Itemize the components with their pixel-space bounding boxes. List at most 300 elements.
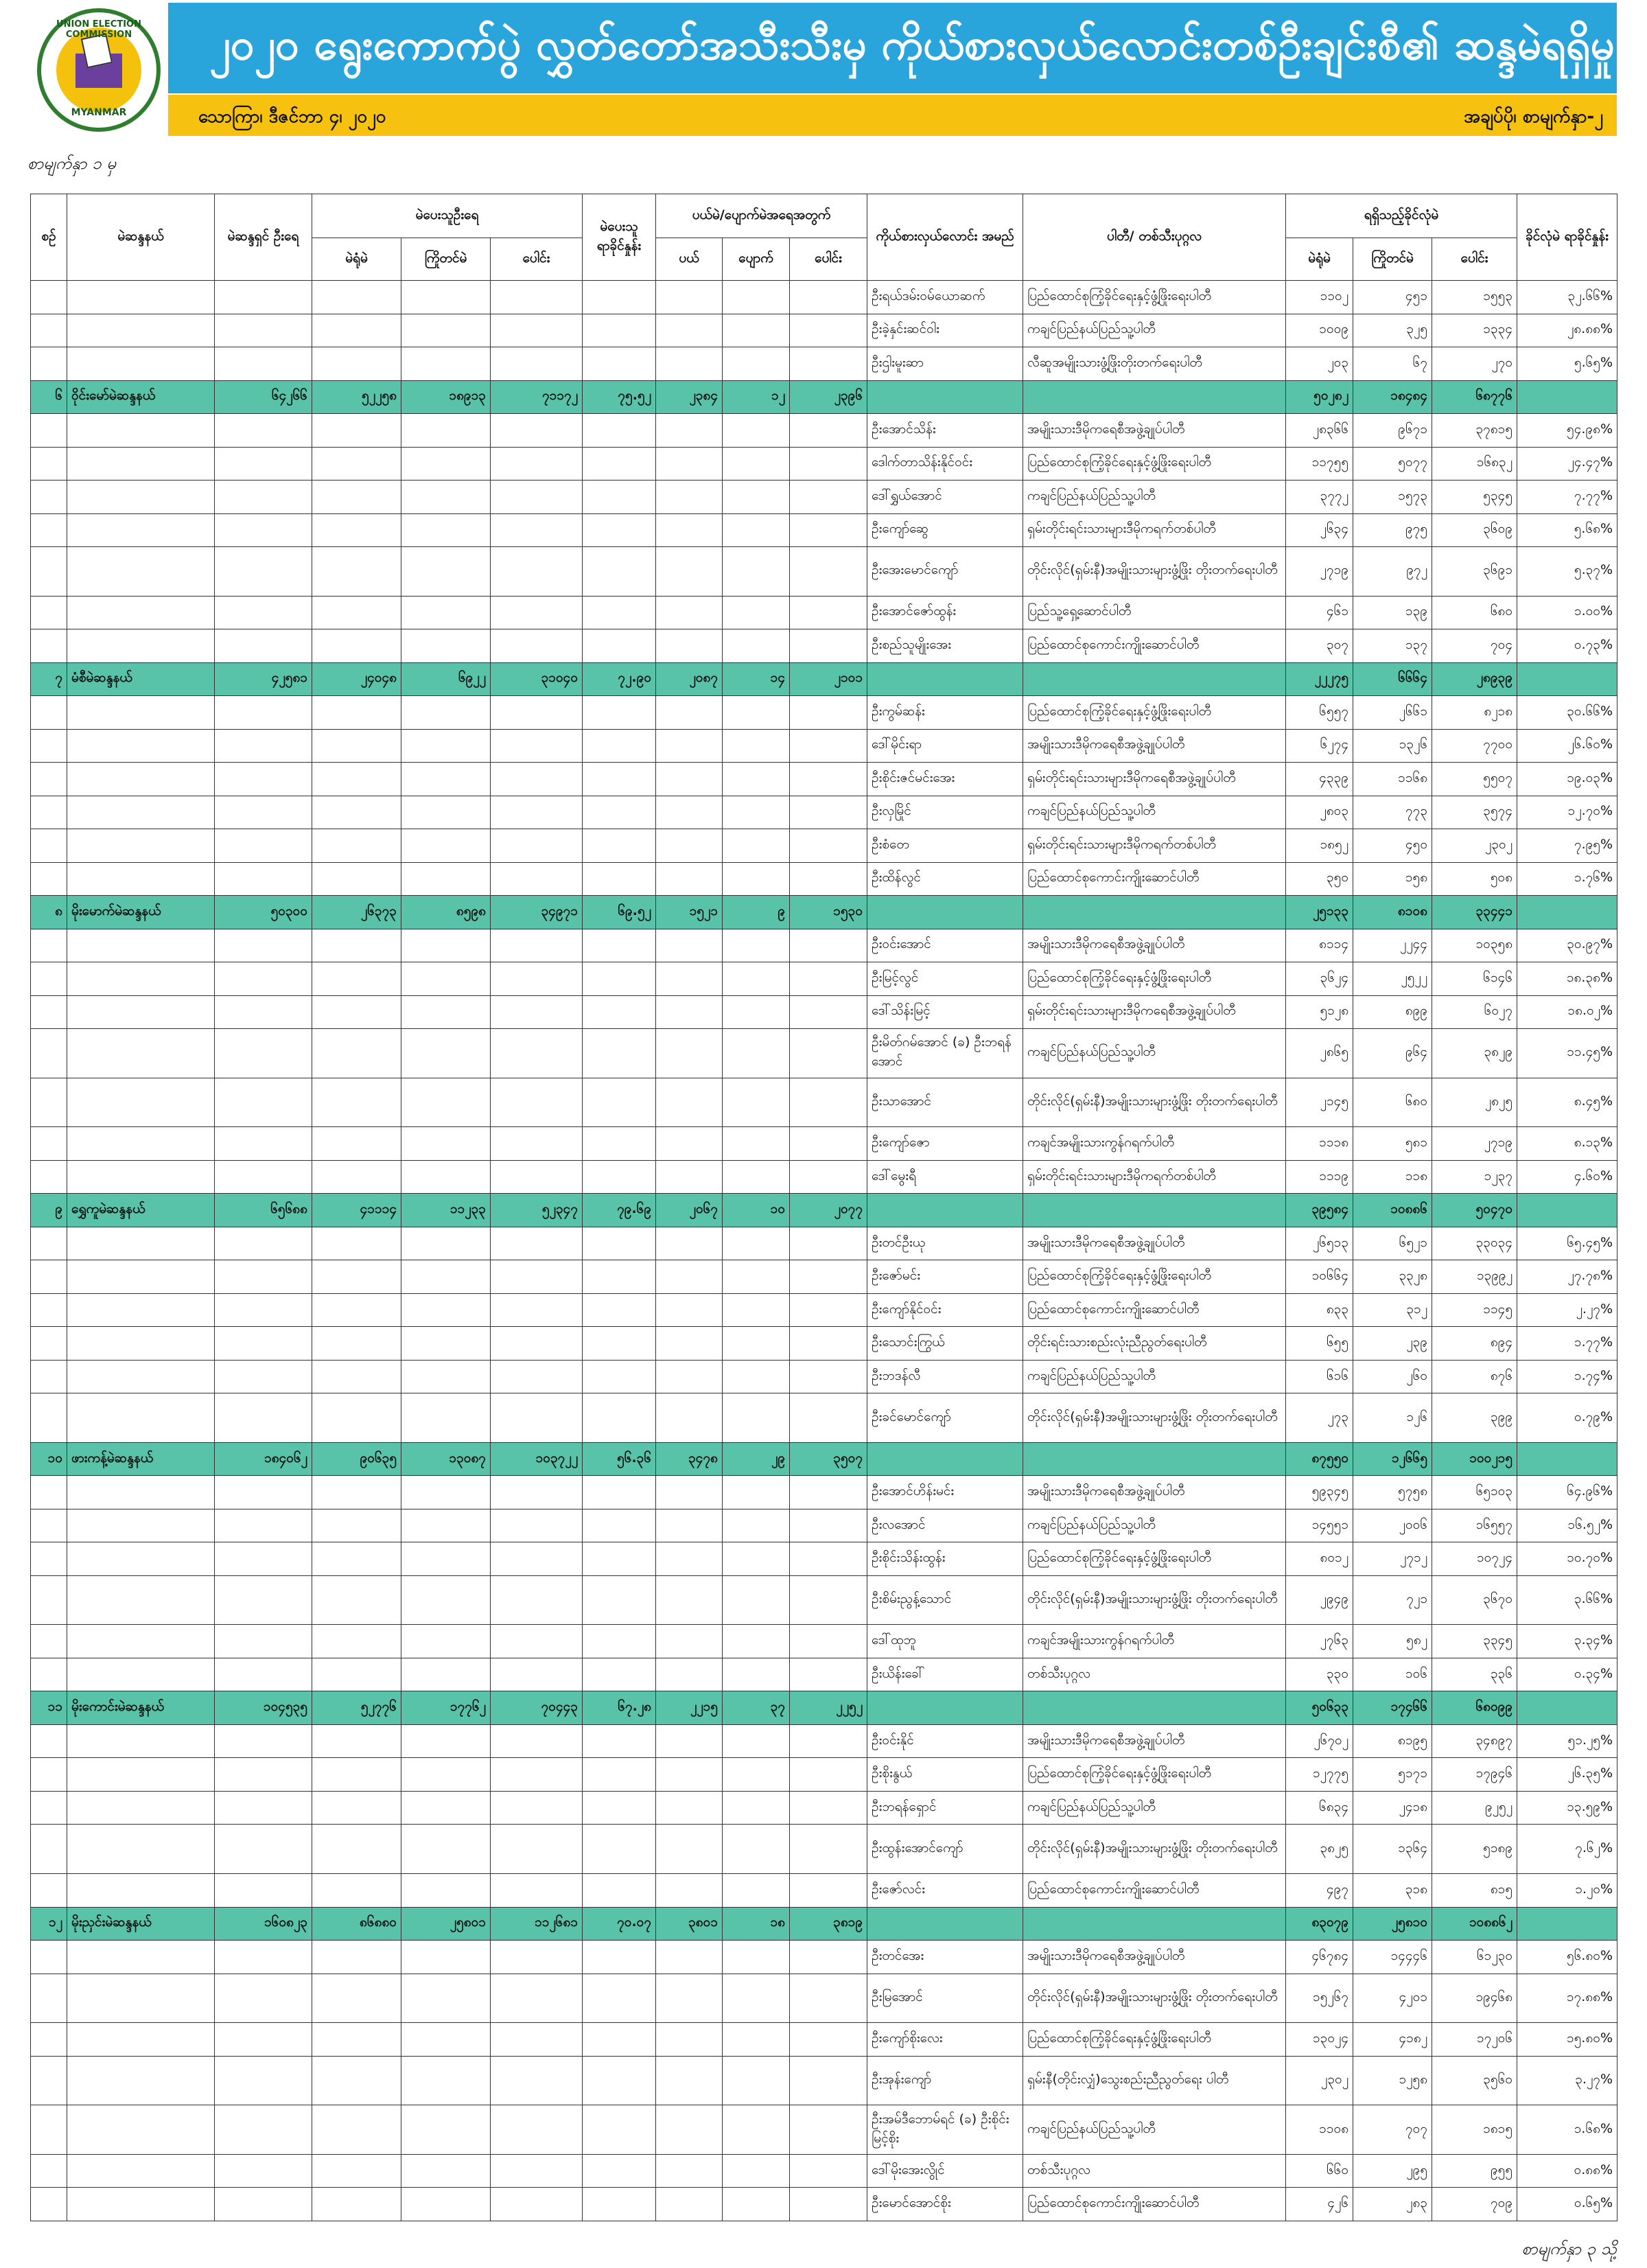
sr-cell	[31, 1393, 67, 1443]
received-on-day: ၄၉၇	[1286, 1874, 1353, 1908]
constituency-name	[67, 1029, 215, 1078]
invalid-votes	[656, 729, 723, 763]
eligible-voters	[215, 1260, 312, 1294]
received-advance: ၅၀၇၇	[1353, 447, 1432, 481]
received-advance: ၇၇၃	[1353, 796, 1432, 829]
voters-advance	[401, 1227, 491, 1260]
voters-total	[491, 2188, 583, 2221]
valid-percent: ၁.၂၀%	[1517, 1874, 1617, 1908]
received-total: ၁၃၃၄	[1432, 314, 1517, 347]
turnout-percent	[583, 513, 656, 547]
received-total: ၁၆၅၅၇	[1432, 1509, 1517, 1542]
sr-cell	[31, 314, 67, 347]
missing-votes	[723, 1260, 790, 1294]
candidate-row	[31, 1078, 1617, 1127]
invalid-votes	[656, 696, 723, 730]
candidate-name: ဦးအုန်းကျော်	[867, 2056, 1023, 2105]
voters-advance	[401, 796, 491, 829]
candidate-name: ဒေါ်ထုဘူ	[867, 1625, 1023, 1658]
col-rec-total: ပေါင်း	[1432, 238, 1517, 281]
sr-cell	[31, 696, 67, 730]
valid-percent	[1517, 662, 1617, 696]
voters-total	[491, 1724, 583, 1758]
missing-votes	[723, 829, 790, 863]
invalid-votes	[656, 2154, 723, 2188]
valid-percent: ၁၀.၇၀%	[1517, 1542, 1617, 1576]
party-name: ကချင်ပြည်နယ်ပြည်သူ့ပါတီ	[1023, 1509, 1286, 1542]
received-total: ၃၅၆၀	[1432, 2056, 1517, 2105]
received-on-day: ၁၀၀၉	[1286, 314, 1353, 347]
turnout-percent	[583, 1874, 656, 1908]
voters-on-day	[312, 1160, 401, 1194]
received-on-day: ၃၃၀	[1286, 1658, 1353, 1691]
candidate-name: ဦးသာအောင်	[867, 1078, 1023, 1127]
received-on-day: ၅၀၆၃၃	[1286, 1691, 1353, 1725]
eligible-voters: ၅၀၃၀၀	[215, 896, 312, 929]
constituency-name	[67, 1658, 215, 1691]
received-on-day: ၁၂၇၇၅	[1286, 1758, 1353, 1792]
candidate-name: ဦးကွမ်ဆန်း	[867, 696, 1023, 730]
eligible-voters	[215, 829, 312, 863]
voters-on-day	[312, 1625, 401, 1658]
turnout-percent	[583, 995, 656, 1029]
received-advance: ၉၆၇၁	[1353, 414, 1432, 448]
candidate-row	[31, 513, 1617, 547]
received-on-day: ၂၆၃၄	[1286, 513, 1353, 547]
received-advance: ၁၀၆	[1353, 1658, 1432, 1691]
results-body	[31, 281, 1617, 2221]
voters-total	[491, 281, 583, 314]
voters-total	[491, 2056, 583, 2105]
valid-percent: ၀.၇၉%	[1517, 1393, 1617, 1443]
received-on-day: ၂၉၄၉	[1286, 1575, 1353, 1625]
voters-on-day	[312, 629, 401, 663]
sr-cell	[31, 2105, 67, 2155]
party-name	[1023, 1194, 1286, 1227]
sr-cell	[31, 1658, 67, 1691]
voters-total	[491, 929, 583, 962]
constituency-name	[67, 629, 215, 663]
turnout-percent	[583, 862, 656, 896]
missing-votes	[723, 629, 790, 663]
missing-votes	[723, 547, 790, 597]
eligible-voters	[215, 1293, 312, 1327]
valid-percent: ၁.၇၄%	[1517, 1360, 1617, 1393]
received-on-day: ၂၀၃	[1286, 347, 1353, 381]
received-total: ၂၈၂၅	[1432, 1078, 1517, 1127]
sr-cell	[31, 1227, 67, 1260]
turnout-percent	[583, 1758, 656, 1792]
party-name: ပြည်ထောင်စုကြံ့ခိုင်ရေးနှင့်ဖွံ့ဖြိုးရေးပါတီ	[1023, 1260, 1286, 1294]
eligible-voters	[215, 414, 312, 448]
invalid-total	[790, 1078, 867, 1127]
received-total: ၃၄၈၉၇	[1432, 1724, 1517, 1758]
voters-advance	[401, 1509, 491, 1542]
received-advance: ၂၉၅	[1353, 2154, 1432, 2188]
sr-cell: ၁၁	[31, 1691, 67, 1725]
voters-total	[491, 1360, 583, 1393]
received-on-day: ၁၀၆၆၄	[1286, 1260, 1353, 1294]
received-advance: ၁၂၅၈	[1353, 2056, 1432, 2105]
received-total: ၃၃၄၅	[1432, 1625, 1517, 1658]
received-total: ၃၆၉၁	[1432, 547, 1517, 597]
voters-total	[491, 1575, 583, 1625]
voters-advance	[401, 1293, 491, 1327]
header	[27, 3, 1617, 136]
candidate-row	[31, 862, 1617, 896]
received-on-day: ၁၃၀၂၄	[1286, 2023, 1353, 2057]
received-on-day: ၂၇၁၉	[1286, 547, 1353, 597]
received-total: ၆၈၀	[1432, 596, 1517, 629]
voters-on-day	[312, 1260, 401, 1294]
invalid-votes: ၂၀၈၇	[656, 662, 723, 696]
sr-cell	[31, 347, 67, 381]
invalid-total	[790, 1293, 867, 1327]
turnout-percent	[583, 2188, 656, 2221]
party-name: ကချင်ပြည်နယ်ပြည်သူ့ပါတီ	[1023, 314, 1286, 347]
voters-on-day	[312, 829, 401, 863]
voters-total	[491, 829, 583, 863]
received-total: ၃၃၆	[1432, 1658, 1517, 1691]
eligible-voters	[215, 2023, 312, 2057]
sr-cell	[31, 1509, 67, 1542]
candidate-row	[31, 1791, 1617, 1825]
candidate-row	[31, 1029, 1617, 1078]
eligible-voters	[215, 1974, 312, 2023]
valid-percent: ၁.၇၆%	[1517, 862, 1617, 896]
voters-total: ၅၂၃၄၇	[491, 1194, 583, 1227]
voters-advance	[401, 2154, 491, 2188]
received-advance: ၅၈၁	[1353, 1127, 1432, 1161]
received-total: ၁၃၉၉၂	[1432, 1260, 1517, 1294]
missing-votes	[723, 2105, 790, 2155]
continued-from-label: စာမျက်နှာ ၁ မှ	[27, 154, 117, 173]
union-election-commission-logo	[37, 8, 161, 132]
received-advance: ၄၂၀၁	[1353, 1974, 1432, 2023]
sr-cell	[31, 447, 67, 481]
party-name	[1023, 896, 1286, 929]
candidate-name: ဒေါ်မိုးအေးလွိုင်	[867, 2154, 1023, 2188]
sr-cell	[31, 862, 67, 896]
invalid-total	[790, 481, 867, 514]
missing-votes	[723, 2154, 790, 2188]
eligible-voters: ၄၂၅၈၁	[215, 662, 312, 696]
missing-votes	[723, 1874, 790, 1908]
voters-on-day	[312, 1127, 401, 1161]
voters-advance	[401, 696, 491, 730]
voters-advance	[401, 1825, 491, 1874]
col-received-group: ရရှိသည့်ခိုင်လုံမဲ	[1286, 194, 1517, 238]
valid-percent: ၁၈.၀၂%	[1517, 995, 1617, 1029]
turnout-percent: ၇၉.၆၉	[583, 1194, 656, 1227]
missing-votes	[723, 1393, 790, 1443]
turnout-percent: ၆၇.၂၈	[583, 1691, 656, 1725]
page-title: ၂၀၂၀ ရွေးကောက်ပွဲ လွှတ်တော်အသီးသီးမှ ကိုယ်စားလှယ်လောင်းတစ်ဦးချင်းစီ၏ ဆန္ဒမဲရရှိမှု	[209, 19, 1615, 69]
received-advance: ၁၃၂၆	[1353, 729, 1432, 763]
invalid-total	[790, 1393, 867, 1443]
received-on-day: ၄၂၆	[1286, 2188, 1353, 2221]
sr-cell	[31, 481, 67, 514]
received-advance: ၂၀၀၆	[1353, 1509, 1432, 1542]
candidate-row	[31, 481, 1617, 514]
voters-advance: ၁၈၉၁၃	[401, 380, 491, 414]
party-name: ရှမ်းတိုင်းရင်းသားများဒီမိုကရက်တစ်ပါတီ	[1023, 1160, 1286, 1194]
invalid-votes	[656, 629, 723, 663]
candidate-row	[31, 1724, 1617, 1758]
publication-date: သောကြာ၊ ဒီဇင်ဘာ ၄၊ ၂၀၂၀	[198, 106, 386, 127]
sr-cell	[31, 962, 67, 996]
constituency-name: ရွှေကူမဲဆန္ဒနယ်	[67, 1194, 215, 1227]
sr-cell	[31, 1476, 67, 1509]
invalid-total	[790, 314, 867, 347]
voters-total	[491, 1874, 583, 1908]
received-on-day: ၅၉၃၄၅	[1286, 1476, 1353, 1509]
eligible-voters: ၆၄၂၆၆	[215, 380, 312, 414]
missing-votes: ၁၈	[723, 1907, 790, 1941]
turnout-percent	[583, 281, 656, 314]
candidate-name: ဦးကျော်စိုးလေး	[867, 2023, 1023, 2057]
received-advance: ၆၅၂၁	[1353, 1227, 1432, 1260]
constituency-name	[67, 995, 215, 1029]
constituency-name	[67, 314, 215, 347]
invalid-total	[790, 1758, 867, 1792]
invalid-votes	[656, 962, 723, 996]
missing-votes	[723, 2056, 790, 2105]
turnout-percent	[583, 1393, 656, 1443]
received-advance: ၄၁၈၂	[1353, 2023, 1432, 2057]
turnout-percent	[583, 729, 656, 763]
candidate-name	[867, 1907, 1023, 1941]
candidate-name: ဦးတင်ဦးယု	[867, 1227, 1023, 1260]
invalid-votes	[656, 1509, 723, 1542]
candidate-name: ဒေါ်မိုင်းရာ	[867, 729, 1023, 763]
voters-advance	[401, 1127, 491, 1161]
valid-percent: ၅.၆၈%	[1517, 513, 1617, 547]
received-total: ၂၃၀၂	[1432, 829, 1517, 863]
missing-votes	[723, 1078, 790, 1127]
constituency-name	[67, 513, 215, 547]
voters-total	[491, 1658, 583, 1691]
voters-on-day	[312, 696, 401, 730]
received-on-day: ၂၈၆၅	[1286, 1029, 1353, 1078]
party-name: ကချင်ပြည်နယ်ပြည်သူ့ပါတီ	[1023, 796, 1286, 829]
eligible-voters	[215, 1160, 312, 1194]
voters-on-day	[312, 314, 401, 347]
candidate-row	[31, 1127, 1617, 1161]
received-on-day: ၁၈၅၂	[1286, 829, 1353, 863]
eligible-voters	[215, 962, 312, 996]
sr-cell	[31, 929, 67, 962]
missing-votes	[723, 1542, 790, 1576]
invalid-total	[790, 2023, 867, 2057]
invalid-votes	[656, 1974, 723, 2023]
constituency-row	[31, 1907, 1617, 1941]
missing-votes	[723, 447, 790, 481]
candidate-name: ဦးဇော်မင်း	[867, 1260, 1023, 1294]
sr-cell: ၁၂	[31, 1907, 67, 1941]
candidate-row	[31, 2023, 1617, 2057]
turnout-percent: ၇၀.၀၇	[583, 1907, 656, 1941]
received-total: ၃၃၄၄၁	[1432, 896, 1517, 929]
voters-advance	[401, 513, 491, 547]
party-name: ပြည်ထောင်စုကြံ့ခိုင်ရေးနှင့်ဖွံ့ဖြိုးရေးပါတီ	[1023, 447, 1286, 481]
valid-percent: ၁၁.၄၅%	[1517, 1029, 1617, 1078]
voters-total	[491, 995, 583, 1029]
voters-on-day	[312, 447, 401, 481]
valid-percent: ၅၄.၉၈%	[1517, 414, 1617, 448]
valid-percent: ၁၇.၈၈%	[1517, 1974, 1617, 2023]
invalid-votes: ၁၅၂၁	[656, 896, 723, 929]
party-name: ပြည်ထောင်စုကြံ့ခိုင်ရေးနှင့်ဖွံ့ဖြိုးရေးပါတီ	[1023, 2023, 1286, 2057]
voters-advance	[401, 281, 491, 314]
turnout-percent	[583, 796, 656, 829]
voters-total	[491, 314, 583, 347]
valid-percent: ၁၉.၀၃%	[1517, 763, 1617, 796]
col-voters-on-day: မဲရုံမဲ	[312, 238, 401, 281]
constituency-name	[67, 1327, 215, 1361]
received-total: ၁၀၇၂၄	[1432, 1542, 1517, 1576]
received-advance: ၈၁၉၅	[1353, 1724, 1432, 1758]
eligible-voters	[215, 2056, 312, 2105]
constituency-name	[67, 1874, 215, 1908]
turnout-percent	[583, 629, 656, 663]
candidate-row	[31, 1509, 1617, 1542]
candidate-name: ဦးခဲ့နှင်းဆင်ဝါး	[867, 314, 1023, 347]
eligible-voters: ၆၅၆၈၈	[215, 1194, 312, 1227]
voters-advance	[401, 414, 491, 448]
missing-votes	[723, 596, 790, 629]
missing-votes	[723, 1509, 790, 1542]
invalid-total	[790, 1160, 867, 1194]
sr-cell	[31, 414, 67, 448]
eligible-voters	[215, 1758, 312, 1792]
missing-votes	[723, 347, 790, 381]
turnout-percent	[583, 829, 656, 863]
valid-percent: ၁၃.၅၉%	[1517, 1791, 1617, 1825]
invalid-votes	[656, 2023, 723, 2057]
received-total: ၆၈၇၇၆	[1432, 380, 1517, 414]
candidate-name: ဦးဘဒန်လီ	[867, 1360, 1023, 1393]
page-label: အချပ်ပို၊ စာမျက်နှာ-၂	[1464, 106, 1603, 127]
valid-percent: ၃၂.၆၆%	[1517, 281, 1617, 314]
sr-cell	[31, 1029, 67, 1078]
invalid-total	[790, 1724, 867, 1758]
missing-votes	[723, 2023, 790, 2057]
voters-advance	[401, 1974, 491, 2023]
constituency-name	[67, 547, 215, 597]
valid-percent: ၅.၆၅%	[1517, 347, 1617, 381]
invalid-total	[790, 962, 867, 996]
turnout-percent: ၇၅.၅၂	[583, 380, 656, 414]
received-advance: ၁၈၄၈၄	[1353, 380, 1432, 414]
received-on-day: ၆၂၇၄	[1286, 729, 1353, 763]
col-percent: ခိုင်လုံမဲ ရာခိုင်နှုန်း	[1517, 194, 1617, 281]
received-on-day: ၆၈၃၄	[1286, 1791, 1353, 1825]
col-invalid-total: ပေါင်း	[790, 238, 867, 281]
constituency-name	[67, 596, 215, 629]
voters-advance	[401, 1260, 491, 1294]
voters-on-day	[312, 1078, 401, 1127]
candidate-name: ဦးအောင်ဇော်ထွန်း	[867, 596, 1023, 629]
voters-advance	[401, 1724, 491, 1758]
received-advance: ၁၀၈၈၆	[1353, 1194, 1432, 1227]
valid-percent: ၅၁.၂၅%	[1517, 1724, 1617, 1758]
missing-votes	[723, 1476, 790, 1509]
valid-percent: ၂၈.၈၈%	[1517, 314, 1617, 347]
constituency-row	[31, 662, 1617, 696]
invalid-total	[790, 1029, 867, 1078]
constituency-name	[67, 862, 215, 896]
candidate-row	[31, 629, 1617, 663]
received-advance: ၆၇	[1353, 347, 1432, 381]
turnout-percent	[583, 1542, 656, 1576]
constituency-name	[67, 1758, 215, 1792]
valid-percent: ၃.၃၄%	[1517, 1625, 1617, 1658]
received-on-day: ၆၅၅၇	[1286, 696, 1353, 730]
received-total: ၁၀၀၂၁၅	[1432, 1442, 1517, 1476]
received-on-day: ၁၁၀၈	[1286, 2105, 1353, 2155]
eligible-voters	[215, 862, 312, 896]
voters-total: ၃၁၀၄၀	[491, 662, 583, 696]
received-on-day: ၆၁၆	[1286, 1360, 1353, 1393]
valid-percent	[1517, 1691, 1617, 1725]
eligible-voters	[215, 1476, 312, 1509]
voters-on-day	[312, 796, 401, 829]
constituency-name	[67, 763, 215, 796]
valid-percent: ၅၆.၈၀%	[1517, 1941, 1617, 1974]
candidate-row	[31, 995, 1617, 1029]
received-advance: ၉၇၅	[1353, 513, 1432, 547]
invalid-total	[790, 1476, 867, 1509]
candidate-name: ဦးမြင့်လွင်	[867, 962, 1023, 996]
col-voters-group: မဲပေးသူဦးရေ	[312, 194, 583, 238]
valid-percent: ၁.၇၇%	[1517, 1327, 1617, 1361]
candidate-name: ဦးထွန်းအောင်ကျော်	[867, 1825, 1023, 1874]
eligible-voters	[215, 1327, 312, 1361]
voters-total	[491, 1127, 583, 1161]
voters-total	[491, 447, 583, 481]
received-advance: ၇၂၁	[1353, 1575, 1432, 1625]
received-total: ၈၁၅	[1432, 1874, 1517, 1908]
turnout-percent	[583, 696, 656, 730]
sr-cell	[31, 1825, 67, 1874]
received-on-day: ၂၅၁၃၃	[1286, 896, 1353, 929]
received-advance: ၂၅၂၂	[1353, 962, 1432, 996]
received-total: ၁၀၃၅၈	[1432, 929, 1517, 962]
valid-percent: ၃.၆၆%	[1517, 1575, 1617, 1625]
sr-cell	[31, 763, 67, 796]
voters-advance	[401, 763, 491, 796]
eligible-voters: ၁၀၄၅၃၅	[215, 1691, 312, 1725]
valid-percent: ၁၈.၃၈%	[1517, 962, 1617, 996]
col-voters-advance: ကြိုတင်မဲ	[401, 238, 491, 281]
missing-votes	[723, 481, 790, 514]
valid-percent: ၁.၀၀%	[1517, 596, 1617, 629]
missing-votes	[723, 1575, 790, 1625]
received-advance: ၁၃၇	[1353, 629, 1432, 663]
candidate-row	[31, 1260, 1617, 1294]
valid-percent	[1517, 1442, 1617, 1476]
received-on-day: ၂၁၄၅	[1286, 1078, 1353, 1127]
voters-on-day	[312, 347, 401, 381]
candidate-name: ဦးဘရန်ရှောင်	[867, 1791, 1023, 1825]
candidate-row	[31, 347, 1617, 381]
candidate-row	[31, 1476, 1617, 1509]
party-name: ကချင်ပြည်နယ်ပြည်သူ့ပါတီ	[1023, 1360, 1286, 1393]
voters-advance	[401, 347, 491, 381]
invalid-total	[790, 414, 867, 448]
received-advance: ၁၃၉	[1353, 596, 1432, 629]
